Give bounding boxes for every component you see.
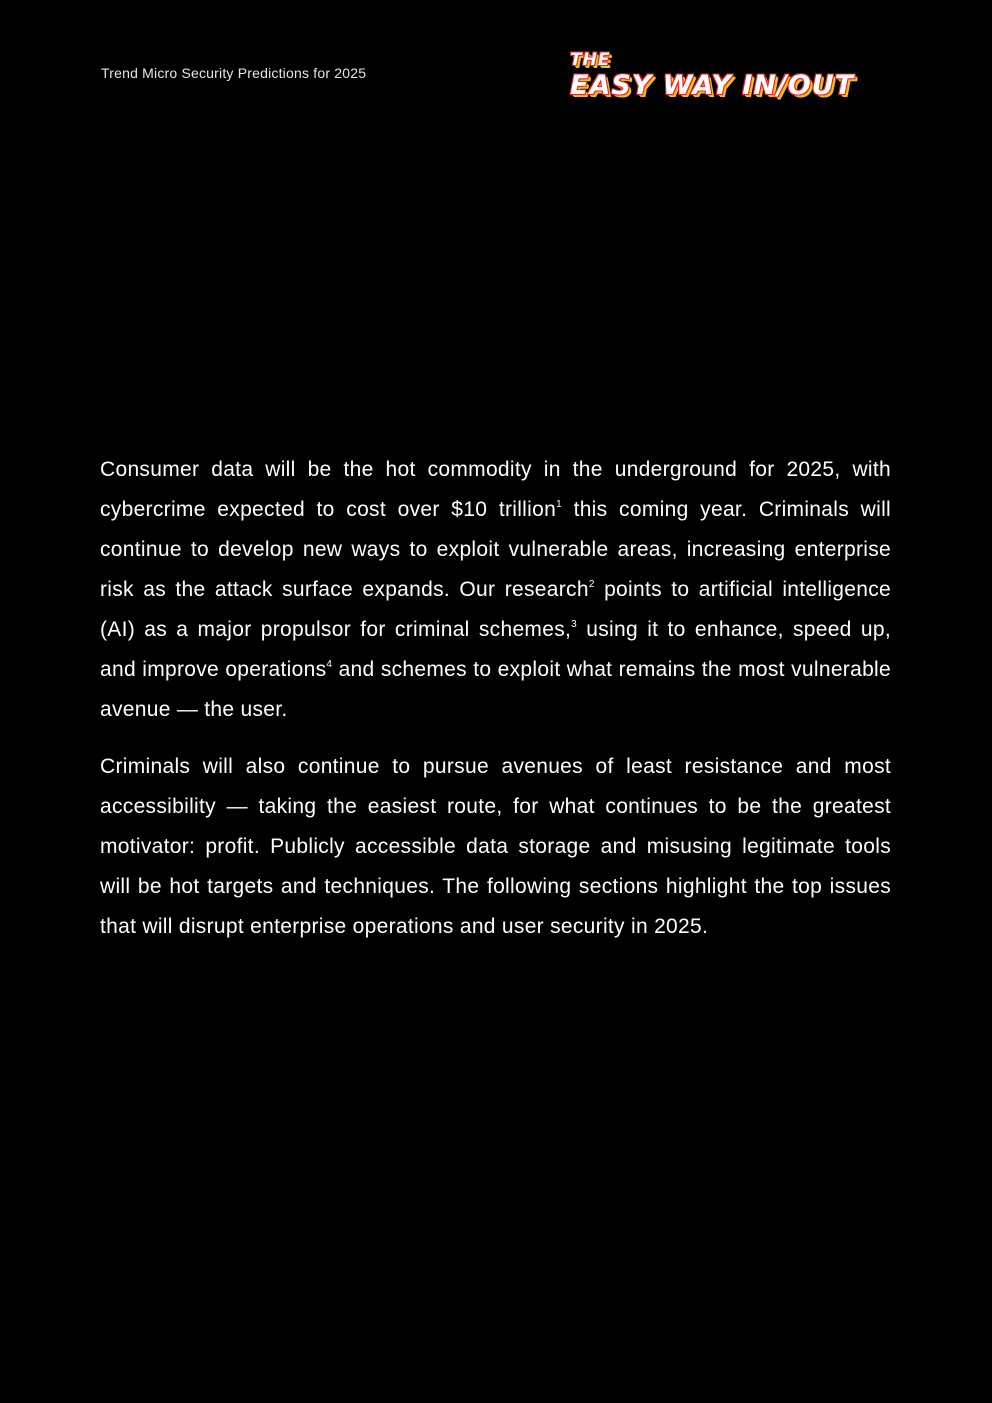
paragraph-1-segment-1: Consumer data will be the hot commodity in the underground for 2025, with cybercrime expected to cost over $10 trillion — [100, 458, 891, 521]
footnote-ref-3[interactable]: 3 — [571, 619, 578, 630]
logo-line-easy-way: EASY WAY IN/OUT — [570, 70, 855, 101]
footnote-ref-1[interactable]: 1 — [556, 499, 562, 510]
paragraph-1-segment-3: points to artificial intelligence (AI) as a major propulsor for criminal schemes, — [100, 578, 892, 641]
paragraph-1-segment-2: this coming year. Criminals will continue to develop new ways to exploit vulnerable areas, increasing enterprise risk as the attack surface expands. Our research — [100, 498, 891, 601]
paragraph-1-segment-5: and schemes to exploit what remains the most vulnerable avenue — the user. — [100, 658, 891, 721]
logo-line-the: THE — [570, 50, 611, 70]
footnote-ref-4[interactable]: 4 — [326, 659, 333, 670]
report-logo — [570, 50, 890, 106]
intro-paragraph-1 — [100, 450, 891, 730]
paragraph-1-segment-4: using it to enhance, speed up, and improve operations — [100, 618, 891, 681]
intro-paragraph-2: Criminals will also continue to pursue avenues of least resistance and most accessibility — taking the easiest route, for what continues to be the greatest motivator: profit. Publicly accessible data storage and misusing legitimate tools will be hot targets and techniques. The following sections highlight the top issues that will disrupt enterprise operations and user security in 2025. — [100, 755, 891, 938]
running-header: Trend Micro Security Predictions for 2025 — [101, 65, 367, 81]
footnote-ref-2[interactable]: 2 — [588, 579, 595, 590]
body-text — [100, 450, 891, 964]
